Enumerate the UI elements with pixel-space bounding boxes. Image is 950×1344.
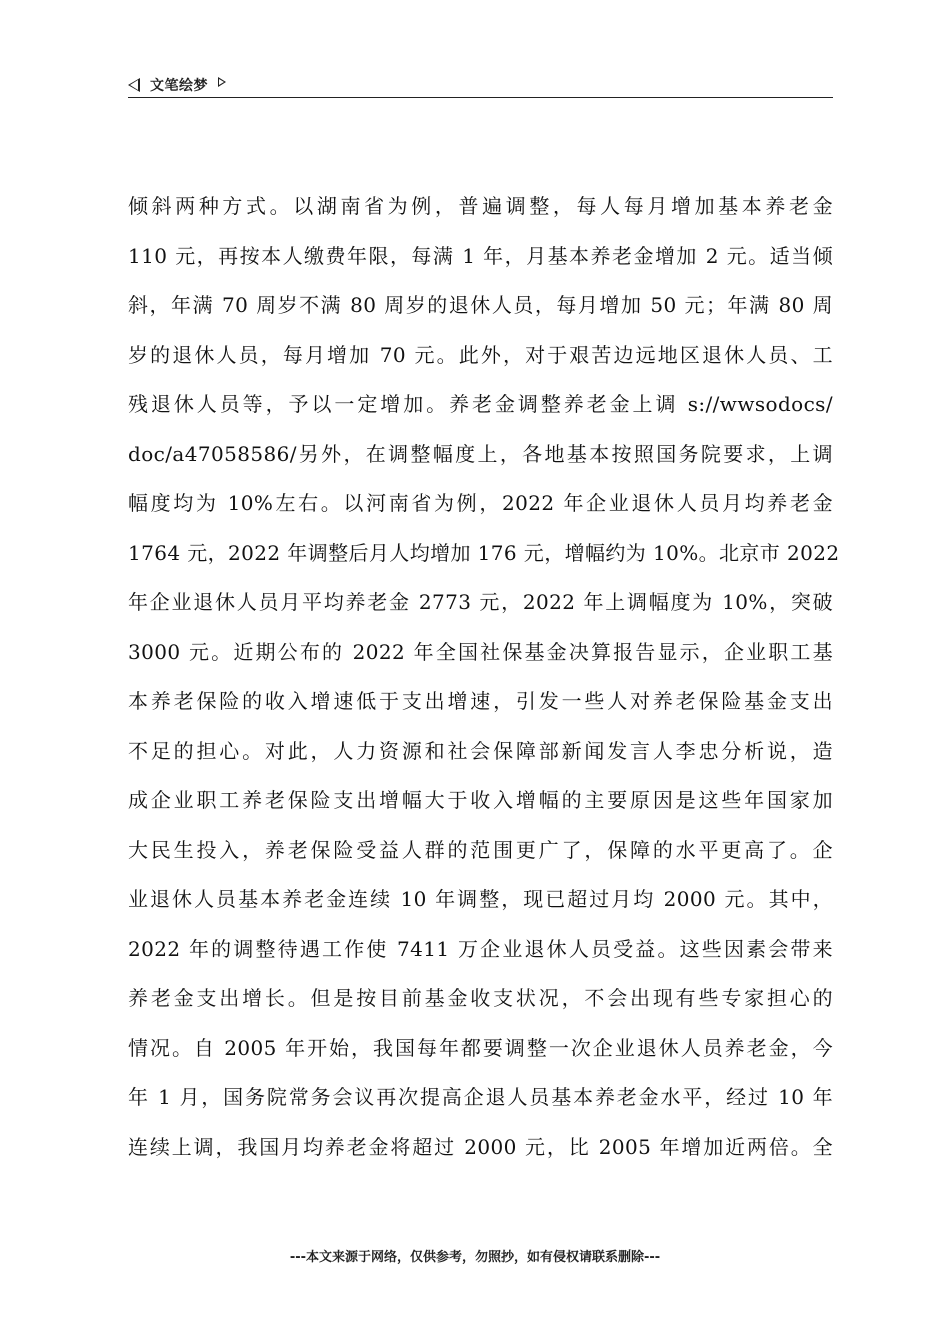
- body-line: 倾斜两种方式。以湖南省为例，普遍调整，每人每月增加基本养老金: [128, 194, 833, 218]
- triangle-left-icon: [128, 78, 140, 92]
- body-line: 养老金支出增长。但是按目前基金收支状况，不会出现有些专家担心的: [128, 986, 833, 1010]
- body-line: 残退休人员等，予以一定增加。养老金调整养老金上调 s://wwsodocs/: [128, 392, 833, 416]
- header-brand: 文笔绘梦: [150, 78, 208, 94]
- body-line: 1764 元，2022 年调整后月人均增加 176 元，增幅约为 10%。北京市 2022: [128, 540, 840, 565]
- body-line: 3000 元。近期公布的 2022 年全国社保基金决算报告显示，企业职工基: [128, 639, 833, 664]
- body-line: 业退休人员基本养老金连续 10 年调整，现已超过月均 2000 元。其中，: [128, 887, 833, 911]
- header-divider: [128, 97, 833, 98]
- body-line: 不足的担心。对此，人力资源和社会保障部新闻发言人李忠分析说，造: [128, 738, 833, 763]
- page-header: [128, 74, 833, 96]
- triangle-right-icon: [218, 77, 226, 87]
- body-line: 110 元，再按本人缴费年限，每满 1 年，月基本养老金增加 2 元。适当倾: [128, 243, 833, 268]
- body-line: 幅度均为 10%左右。以河南省为例，2022 年企业退休人员月均养老金: [128, 491, 833, 515]
- body-line: 连续上调，我国月均养老金将超过 2000 元，比 2005 年增加近两倍。全: [128, 1134, 833, 1159]
- body-line: 本养老保险的收入增速低于支出增速，引发一些人对养老保险基金支出: [128, 689, 833, 713]
- body-line: 2022 年的调整待遇工作使 7411 万企业退休人员受益。这些因素会带来: [128, 936, 833, 961]
- body-line: 大民生投入，养老保险受益人群的范围更广了，保障的水平更高了。企: [128, 837, 833, 862]
- body-line: 年企业退休人员月平均养老金 2773 元，2022 年上调幅度为 10%，突破: [128, 590, 833, 614]
- body-line: 岁的退休人员，每月增加 70 元。此外，对于艰苦边远地区退休人员、工: [128, 342, 833, 367]
- document-body: [128, 186, 840, 1176]
- body-line: doc/a47058586/另外，在调整幅度上，各地基本按照国务院要求，上调: [128, 441, 833, 466]
- page-footer: ---本文来源于网络，仅供参考，勿照抄，如有侵权请联系删除---: [289, 1250, 661, 1265]
- body-line: 年 1 月，国务院常务会议再次提高企退人员基本养老金水平，经过 10 年: [128, 1085, 833, 1109]
- body-line: 成企业职工养老保险支出增幅大于收入增幅的主要原因是这些年国家加: [128, 788, 833, 812]
- body-line: 斜，年满 70 周岁不满 80 周岁的退休人员，每月增加 50 元；年满 80 周: [128, 293, 833, 317]
- body-line: 情况。自 2005 年开始，我国每年都要调整一次企业退休人员养老金，今: [128, 1035, 833, 1060]
